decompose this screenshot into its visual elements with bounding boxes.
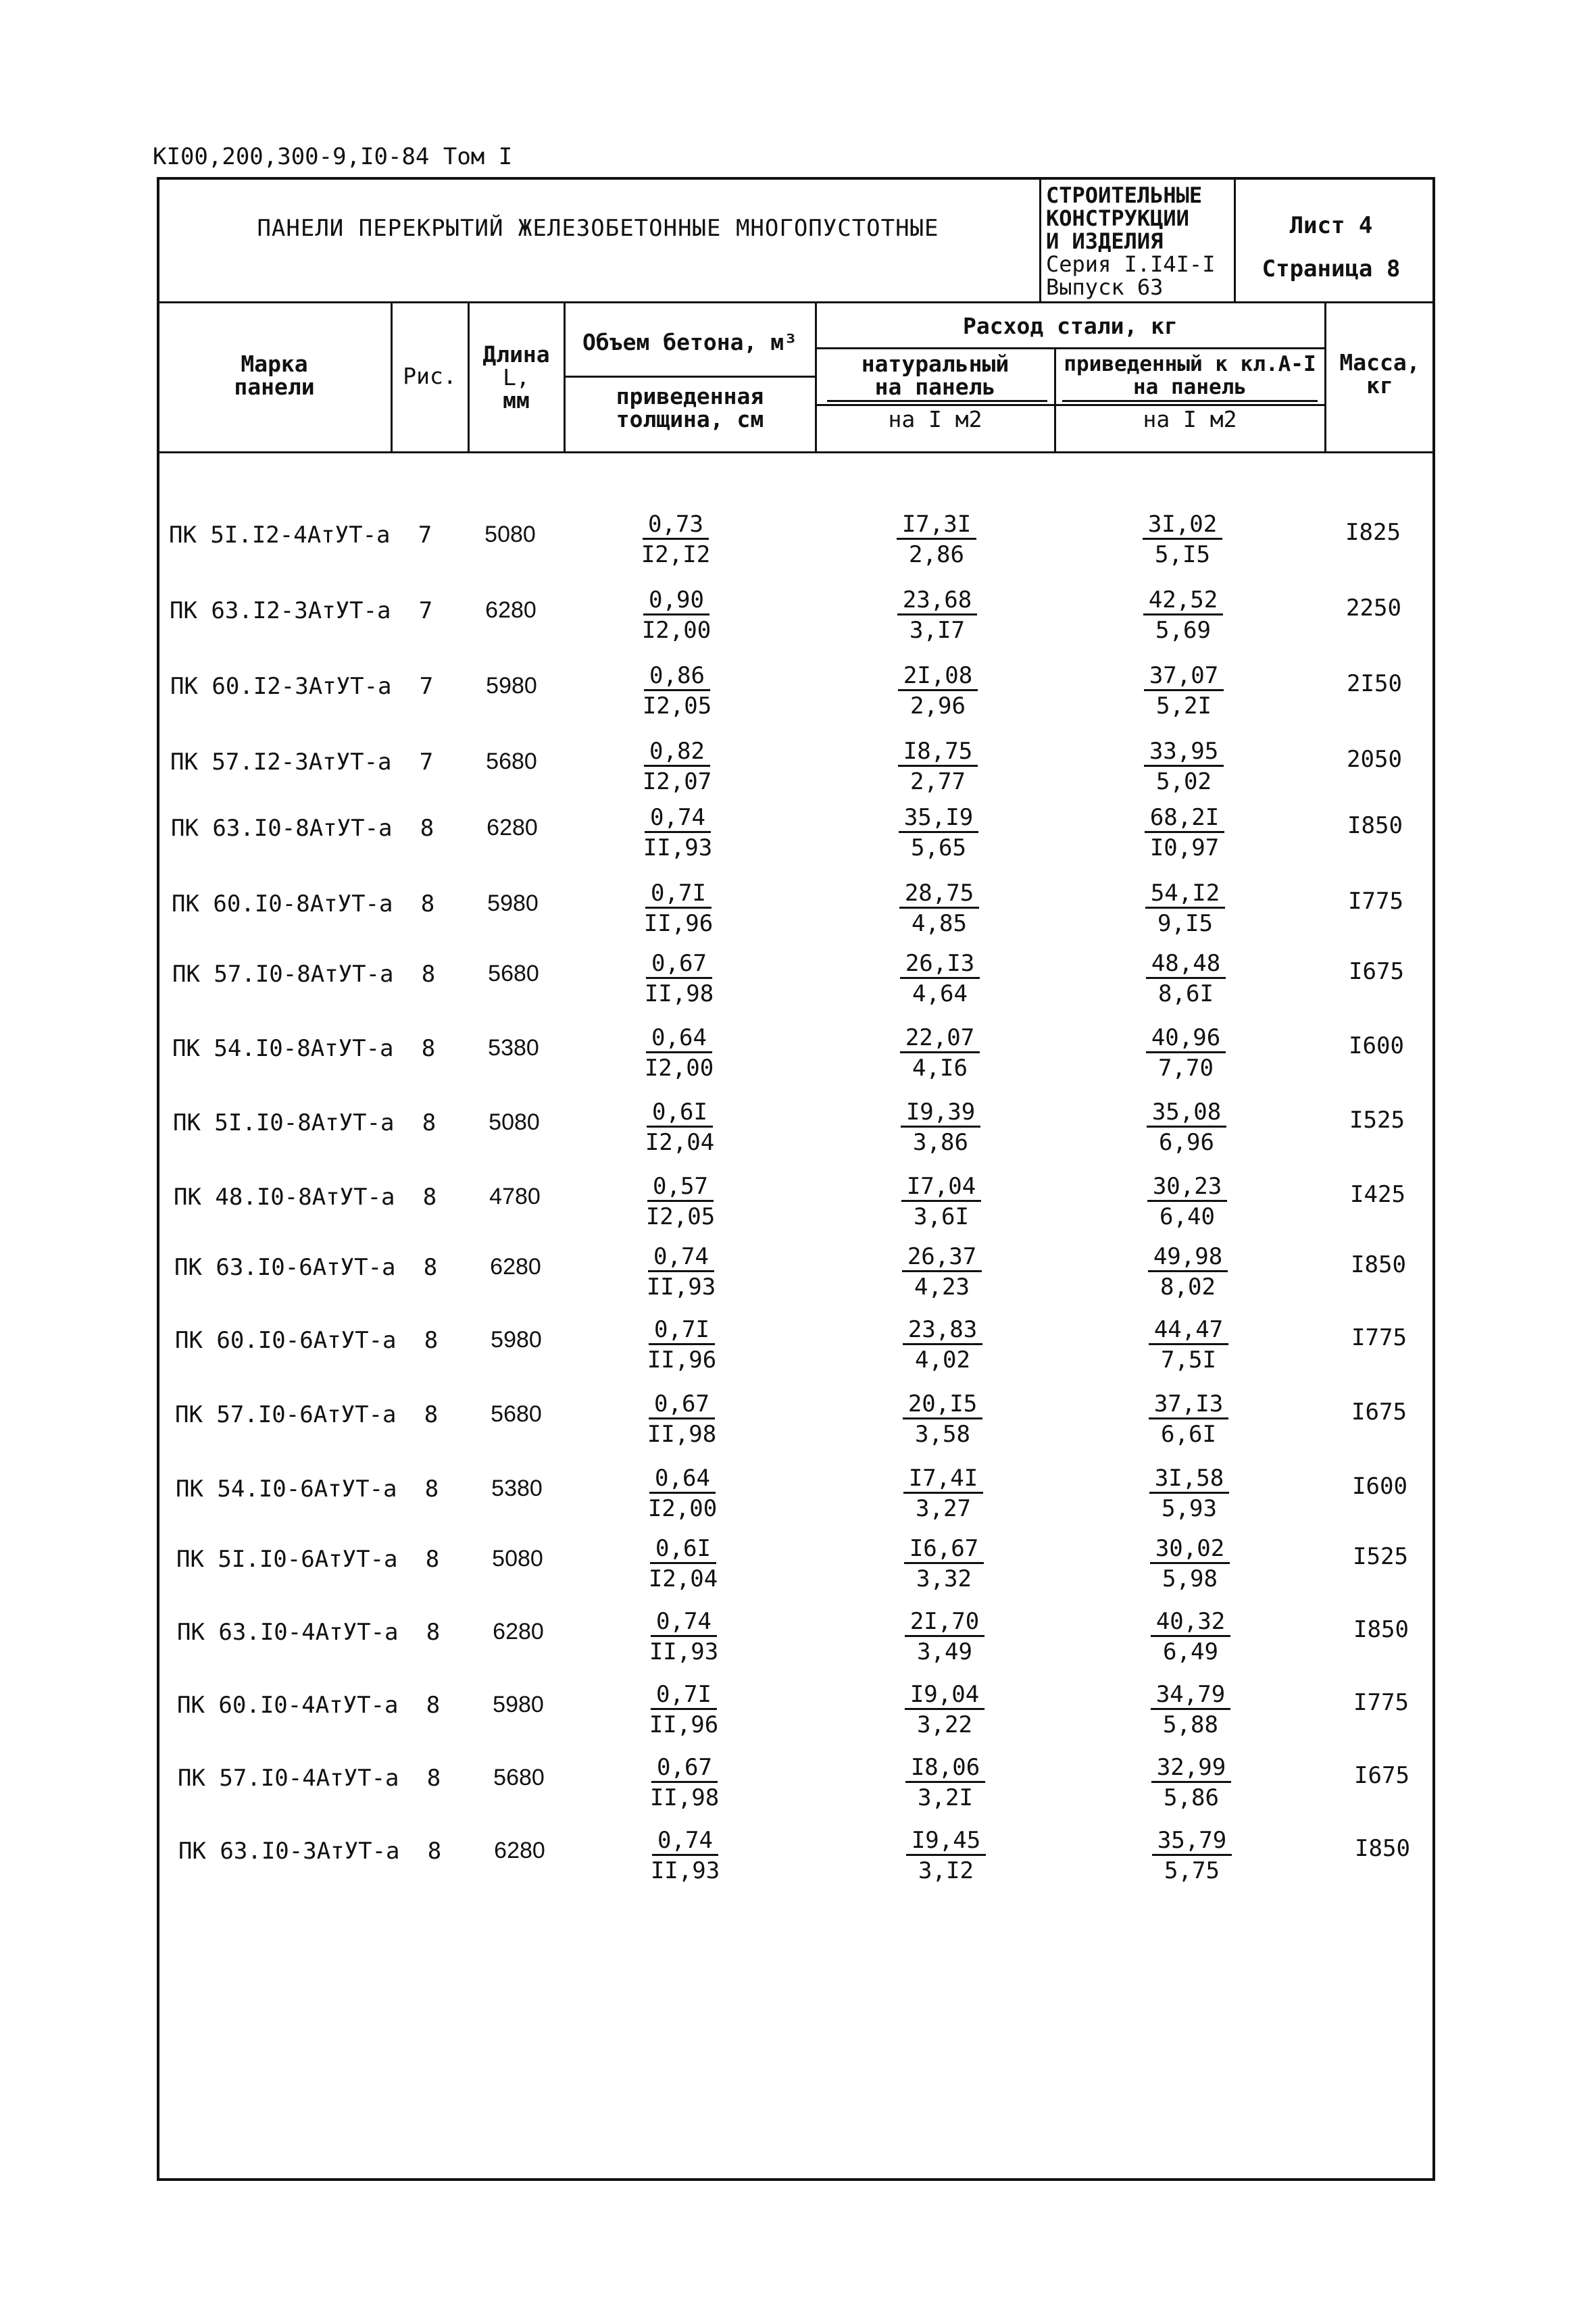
row-mark: ПК 60.I2-3АтУТ-а — [170, 673, 392, 700]
series-line-5: Выпуск 63 — [1046, 274, 1164, 300]
row-natural-fraction — [850, 738, 1026, 797]
header-fig: Рис. — [403, 363, 457, 389]
row-reduced-fraction — [1104, 1827, 1280, 1886]
row-reduced-fraction — [1099, 1099, 1274, 1157]
row-reduced-per-m2: 5,I5 — [1155, 541, 1210, 568]
sheet-label: Лист 4 — [1289, 212, 1373, 239]
row-volume: 0,67 — [651, 1754, 718, 1783]
row-natural: 26,37 — [902, 1243, 982, 1272]
header-thickness: приведенная толщина, см — [616, 383, 764, 432]
row-mark: ПК 63.I0-4АтУТ-а — [177, 1619, 399, 1646]
row-volume: 0,7I — [645, 880, 712, 909]
row-volume: 0,86 — [644, 662, 710, 691]
row-mark: ПК 60.I0-4АтУТ-а — [177, 1692, 399, 1719]
row-fig: 8 — [422, 1109, 437, 1136]
row-reduced: 48,48 — [1146, 950, 1226, 979]
row-natural-per-m2: 3,22 — [917, 1711, 972, 1738]
row-thickness: II,93 — [643, 834, 713, 861]
row-length: 4780 — [489, 1184, 541, 1209]
row-fig: 8 — [425, 1546, 440, 1573]
row-length: 5380 — [491, 1476, 543, 1501]
row-natural-fraction — [856, 1535, 1032, 1594]
header-natural-per-m2: на I м2 — [888, 406, 982, 432]
row-volume-fraction — [589, 586, 764, 645]
row-volume: 0,73 — [643, 511, 709, 540]
row-thickness: II,98 — [649, 1784, 720, 1811]
row-volume-fraction — [597, 1827, 773, 1886]
row-reduced-fraction — [1103, 1608, 1278, 1667]
row-volume-fraction — [589, 738, 765, 797]
volume-split-line — [564, 376, 815, 378]
row-reduced-fraction — [1096, 662, 1272, 721]
row-volume: 0,82 — [644, 738, 710, 767]
row-reduced: 35,79 — [1152, 1827, 1232, 1856]
row-natural: I6,67 — [904, 1535, 984, 1564]
row-mass: I775 — [1348, 888, 1403, 915]
row-natural-fraction — [857, 1754, 1033, 1813]
row-fig: 8 — [420, 890, 435, 917]
row-volume-fraction — [597, 1754, 772, 1813]
row-reduced: 68,2I — [1145, 804, 1224, 833]
series-block — [1046, 184, 1215, 299]
row-fig: 8 — [420, 815, 434, 842]
stamp-divider-1 — [1039, 177, 1041, 303]
row-mass: I850 — [1347, 812, 1403, 839]
row-volume-fraction — [594, 1390, 770, 1449]
header-bottom-line — [157, 451, 1435, 453]
row-mass: I600 — [1349, 1032, 1404, 1059]
stamp-divider-2 — [1234, 177, 1236, 303]
row-mass: I675 — [1351, 1399, 1407, 1426]
row-mass: I675 — [1349, 958, 1404, 985]
row-length: 6280 — [485, 597, 537, 623]
header-mark: Марка панели — [234, 351, 315, 400]
header-reduced: приведенный к кл.А-I на панель — [1064, 352, 1316, 399]
row-natural-fraction — [850, 662, 1026, 721]
row-natural-per-m2: 3,86 — [913, 1129, 968, 1156]
row-length: 6280 — [494, 1838, 545, 1863]
row-fig: 8 — [426, 1692, 441, 1719]
row-fig: 7 — [418, 522, 432, 549]
row-reduced-per-m2: 9,I5 — [1157, 910, 1213, 937]
series-line-4: Серия I.I4I-I — [1046, 251, 1216, 277]
row-natural: I9,04 — [905, 1681, 984, 1710]
series-line-1: СТРОИТЕЛЬНЫЕ — [1046, 182, 1203, 208]
row-reduced-per-m2: 8,6I — [1158, 980, 1214, 1007]
row-mark: ПК 63.I0-3АтУТ-а — [178, 1838, 400, 1865]
row-mass: I675 — [1354, 1762, 1410, 1789]
row-volume-fraction — [594, 1316, 770, 1375]
row-reduced-per-m2: 6,96 — [1159, 1129, 1214, 1156]
row-volume: 0,74 — [648, 1243, 714, 1272]
row-mark: ПК 54.I0-6АтУТ-а — [176, 1476, 397, 1503]
row-reduced-per-m2: 6,40 — [1159, 1203, 1215, 1230]
row-mark: ПК 63.I0-6АтУТ-а — [174, 1254, 396, 1281]
row-thickness: I2,04 — [645, 1129, 715, 1156]
row-fig: 8 — [422, 1184, 437, 1211]
row-reduced-per-m2: 5,86 — [1164, 1784, 1219, 1811]
row-thickness: I2,00 — [644, 1055, 714, 1082]
row-length: 6280 — [490, 1254, 541, 1280]
row-volume: 0,6I — [650, 1535, 716, 1564]
row-reduced: 3I,58 — [1149, 1465, 1229, 1494]
row-reduced: 30,23 — [1147, 1173, 1227, 1202]
row-reduced-fraction — [1103, 1754, 1279, 1813]
row-reduced-fraction — [1097, 804, 1272, 863]
row-reduced: 30,02 — [1150, 1535, 1230, 1564]
row-natural-fraction — [852, 950, 1028, 1009]
row-fig: 8 — [423, 1254, 438, 1281]
row-volume-fraction — [593, 1243, 769, 1302]
row-volume-fraction — [595, 1535, 771, 1594]
row-volume: 0,74 — [645, 804, 711, 833]
row-reduced-per-m2: 5,88 — [1163, 1711, 1218, 1738]
row-length: 5980 — [486, 673, 537, 699]
row-mark: ПК 60.I0-8АтУТ-а — [172, 890, 393, 917]
row-natural: 20,I5 — [903, 1390, 982, 1419]
row-natural-fraction — [853, 1099, 1028, 1157]
row-thickness: II,98 — [644, 980, 714, 1007]
row-fig: 8 — [421, 1035, 436, 1062]
row-reduced-fraction — [1098, 1024, 1274, 1083]
row-natural: I8,75 — [898, 738, 978, 767]
row-reduced: 37,07 — [1144, 662, 1224, 691]
row-fig: 8 — [426, 1765, 441, 1792]
row-natural-fraction — [849, 511, 1024, 570]
row-reduced-fraction — [1099, 1173, 1275, 1232]
row-reduced-per-m2: 5,93 — [1162, 1495, 1217, 1522]
row-natural-fraction — [851, 880, 1027, 938]
row-reduced-fraction — [1097, 880, 1273, 938]
header-length: Длина L, мм — [482, 341, 550, 413]
document-title: ПАНЕЛИ ПЕРЕКРЫТИЙ ЖЕЛЕЗОБЕТОННЫЕ МНОГОПУСТОТНЫЕ — [257, 215, 939, 242]
row-reduced-fraction — [1095, 511, 1270, 570]
row-reduced-per-m2: 8,02 — [1160, 1274, 1216, 1301]
row-reduced-per-m2: 5,98 — [1162, 1565, 1218, 1592]
row-length: 6280 — [493, 1619, 544, 1644]
row-mass: 2I50 — [1347, 670, 1402, 697]
row-thickness: I2,07 — [642, 768, 712, 795]
row-natural-fraction — [855, 1390, 1030, 1449]
row-reduced: 37,I3 — [1149, 1390, 1228, 1419]
natural-underline — [827, 400, 1047, 402]
row-volume: 0,90 — [643, 586, 709, 615]
row-reduced-fraction — [1102, 1535, 1278, 1594]
row-reduced-per-m2: 6,6I — [1161, 1421, 1216, 1448]
row-fig: 8 — [424, 1327, 439, 1354]
row-length: 5680 — [493, 1765, 545, 1790]
row-mass: I775 — [1351, 1324, 1407, 1351]
row-mark: ПК 5I.I0-6АтУТ-а — [176, 1546, 398, 1573]
row-mark: ПК 5I.I0-8АтУТ-а — [173, 1109, 395, 1136]
row-mark: ПК 57.I0-8АтУТ-а — [172, 961, 394, 988]
row-natural: 2I,08 — [898, 662, 978, 691]
row-natural-per-m2: 3,58 — [915, 1421, 970, 1448]
row-thickness: I2,05 — [642, 693, 712, 720]
row-natural-per-m2: 3,27 — [916, 1495, 971, 1522]
row-natural-per-m2: 3,49 — [917, 1638, 972, 1665]
row-fig: 7 — [419, 673, 434, 700]
row-length: 5080 — [489, 1109, 540, 1135]
row-volume: 0,64 — [646, 1024, 712, 1053]
document-code: КI00,200,300-9,I0-84 Том I — [153, 143, 513, 170]
row-volume-fraction — [593, 1173, 768, 1232]
row-fig: 7 — [418, 597, 433, 624]
row-reduced: 40,32 — [1151, 1608, 1230, 1637]
row-natural-fraction — [851, 804, 1026, 863]
row-thickness: I2,00 — [647, 1495, 718, 1522]
row-natural: 35,I9 — [899, 804, 978, 833]
row-volume-fraction — [596, 1608, 772, 1667]
row-mark: ПК 54.I0-8АтУТ-а — [172, 1035, 394, 1062]
row-natural: I7,4I — [903, 1465, 983, 1494]
reduced-underline — [1062, 400, 1318, 402]
steel-split-line — [815, 347, 1326, 349]
row-reduced: 42,52 — [1143, 586, 1223, 615]
row-natural-fraction — [852, 1024, 1028, 1083]
row-natural: I7,04 — [901, 1173, 981, 1202]
row-volume: 0,67 — [646, 950, 712, 979]
row-thickness: II,98 — [647, 1421, 717, 1448]
row-length: 6280 — [487, 815, 538, 840]
row-reduced-per-m2: 7,70 — [1158, 1055, 1214, 1082]
row-mass: I525 — [1349, 1107, 1405, 1134]
row-length: 5080 — [484, 522, 536, 547]
row-natural: 28,75 — [899, 880, 979, 909]
row-mark: ПК 57.I0-4АтУТ-а — [178, 1765, 399, 1792]
row-reduced-fraction — [1103, 1681, 1278, 1740]
row-volume-fraction — [591, 1024, 767, 1083]
row-length: 5980 — [493, 1692, 544, 1717]
row-natural-fraction — [857, 1681, 1032, 1740]
row-thickness: II,93 — [650, 1857, 720, 1884]
row-volume-fraction — [589, 662, 765, 721]
row-natural-per-m2: 3,2I — [918, 1784, 973, 1811]
row-reduced-fraction — [1100, 1243, 1276, 1302]
row-thickness: II,93 — [646, 1274, 716, 1301]
row-natural-fraction — [857, 1608, 1032, 1667]
row-volume: 0,7I — [651, 1681, 717, 1710]
row-fig: 8 — [421, 961, 436, 988]
series-line-3: И ИЗДЕЛИЯ — [1046, 228, 1164, 254]
row-mark: ПК 57.I0-6АтУТ-а — [175, 1401, 397, 1428]
row-volume-fraction — [596, 1681, 772, 1740]
row-reduced: 34,79 — [1151, 1681, 1230, 1710]
row-reduced-per-m2: 5,2I — [1156, 693, 1212, 720]
row-natural: I7,3I — [897, 511, 976, 540]
row-thickness: I2,05 — [645, 1203, 716, 1230]
row-thickness: I2,I2 — [641, 541, 711, 568]
row-natural: 2I,70 — [905, 1608, 984, 1637]
row-natural: 23,83 — [903, 1316, 982, 1345]
row-reduced-per-m2: 7,5I — [1161, 1347, 1216, 1374]
row-natural-fraction — [855, 1465, 1031, 1524]
row-natural-fraction — [854, 1243, 1030, 1302]
row-reduced-fraction — [1101, 1390, 1276, 1449]
row-length: 5980 — [491, 1327, 542, 1353]
row-mass: I850 — [1351, 1251, 1406, 1278]
row-natural-per-m2: 5,65 — [911, 834, 966, 861]
row-volume: 0,6I — [647, 1099, 713, 1128]
row-natural-per-m2: 2,86 — [909, 541, 964, 568]
row-reduced: 33,95 — [1144, 738, 1224, 767]
row-length: 5680 — [488, 961, 539, 986]
row-mass: 2050 — [1347, 746, 1402, 773]
row-volume: 0,74 — [652, 1827, 718, 1856]
row-mark: ПК 60.I0-6АтУТ-а — [175, 1327, 397, 1354]
row-length: 5680 — [491, 1401, 542, 1427]
row-length: 5080 — [492, 1546, 543, 1571]
row-volume-fraction — [588, 511, 764, 570]
row-reduced-fraction — [1095, 586, 1271, 645]
row-natural: I8,06 — [905, 1754, 985, 1783]
row-mark: ПК 48.I0-8АтУТ-а — [174, 1184, 395, 1211]
row-natural-per-m2: 2,77 — [910, 768, 966, 795]
row-natural-fraction — [853, 1173, 1029, 1232]
row-natural: 26,I3 — [900, 950, 980, 979]
row-natural-per-m2: 4,23 — [914, 1274, 970, 1301]
row-reduced: 44,47 — [1149, 1316, 1228, 1345]
row-reduced-per-m2: 5,69 — [1155, 617, 1211, 644]
row-natural-per-m2: 3,32 — [916, 1565, 972, 1592]
row-thickness: II,96 — [643, 910, 714, 937]
row-volume: 0,57 — [647, 1173, 714, 1202]
header-steel: Расход стали, кг — [963, 313, 1178, 339]
stamp-bottom-line — [157, 301, 1435, 303]
row-length: 5680 — [486, 749, 537, 774]
row-mark: ПК 5I.I2-4АтУТ-а — [169, 522, 391, 549]
series-line-2: КОНСТРУКЦИИ — [1046, 205, 1189, 231]
row-reduced-per-m2: 5,02 — [1156, 768, 1212, 795]
row-length: 5380 — [488, 1035, 539, 1061]
row-mass: 2250 — [1346, 595, 1401, 622]
row-reduced: 54,I2 — [1145, 880, 1225, 909]
row-reduced-fraction — [1096, 738, 1272, 797]
row-reduced-fraction — [1101, 1316, 1276, 1375]
row-thickness: II,96 — [649, 1711, 719, 1738]
row-volume-fraction — [590, 804, 766, 863]
row-volume: 0,67 — [649, 1390, 715, 1419]
row-mass: I850 — [1353, 1616, 1409, 1643]
header-mass: Масса, кг — [1339, 349, 1420, 399]
row-natural-fraction — [855, 1316, 1030, 1375]
row-reduced-per-m2: I0,97 — [1149, 834, 1220, 861]
row-fig: 8 — [426, 1619, 441, 1646]
row-reduced-fraction — [1098, 950, 1274, 1009]
row-natural-per-m2: 3,I7 — [909, 617, 965, 644]
row-mass: I525 — [1353, 1543, 1408, 1570]
row-mass: I775 — [1353, 1689, 1409, 1716]
row-natural: I9,39 — [901, 1099, 980, 1128]
row-mass: I425 — [1350, 1181, 1405, 1208]
header-volume: Объем бетона, м³ — [582, 329, 797, 355]
row-reduced: 49,98 — [1148, 1243, 1228, 1272]
row-length: 5980 — [487, 890, 539, 916]
row-natural-per-m2: 3,I2 — [918, 1857, 974, 1884]
row-reduced: 40,96 — [1146, 1024, 1226, 1053]
row-mass: I850 — [1355, 1835, 1410, 1862]
row-natural-per-m2: 4,02 — [915, 1347, 970, 1374]
row-natural-per-m2: 2,96 — [910, 693, 966, 720]
row-fig: 7 — [419, 749, 434, 776]
row-reduced: 35,08 — [1147, 1099, 1226, 1128]
row-volume: 0,7I — [649, 1316, 715, 1345]
row-thickness: I2,00 — [641, 617, 712, 644]
row-mark: ПК 63.I2-3АтУТ-а — [170, 597, 391, 624]
row-reduced: 3I,02 — [1143, 511, 1222, 540]
row-natural: 23,68 — [897, 586, 977, 615]
row-fig: 8 — [424, 1401, 439, 1428]
row-natural: I9,45 — [906, 1827, 986, 1856]
row-reduced: 32,99 — [1151, 1754, 1231, 1783]
row-mark: ПК 57.I2-3АтУТ-а — [170, 749, 392, 776]
row-volume-fraction — [592, 1099, 768, 1157]
row-mass: I825 — [1345, 519, 1401, 546]
row-thickness: II,93 — [649, 1638, 719, 1665]
row-volume: 0,64 — [649, 1465, 716, 1494]
sheet-block — [1237, 204, 1426, 291]
header-reduced-per-m2: на I м2 — [1143, 406, 1237, 432]
row-volume-fraction — [591, 880, 766, 938]
row-volume-fraction — [591, 950, 767, 1009]
row-reduced-per-m2: 6,49 — [1163, 1638, 1218, 1665]
row-reduced-fraction — [1101, 1465, 1277, 1524]
row-thickness: II,96 — [647, 1347, 717, 1374]
row-fig: 8 — [424, 1476, 439, 1503]
row-fig: 8 — [427, 1838, 442, 1865]
row-natural-per-m2: 4,85 — [912, 910, 967, 937]
row-natural-per-m2: 4,I6 — [912, 1055, 968, 1082]
row-natural-per-m2: 3,6I — [914, 1203, 969, 1230]
row-thickness: I2,04 — [648, 1565, 718, 1592]
page-label: Страница 8 — [1262, 255, 1401, 282]
row-natural-fraction — [858, 1827, 1034, 1886]
row-natural-fraction — [849, 586, 1025, 645]
row-reduced-per-m2: 5,75 — [1164, 1857, 1220, 1884]
header-natural: натуральный на панель — [861, 351, 1009, 400]
row-mass: I600 — [1352, 1473, 1407, 1500]
row-natural-per-m2: 4,64 — [912, 980, 968, 1007]
row-volume-fraction — [595, 1465, 770, 1524]
row-natural: 22,07 — [900, 1024, 980, 1053]
row-mark: ПК 63.I0-8АтУТ-а — [171, 815, 393, 842]
row-volume: 0,74 — [651, 1608, 717, 1637]
